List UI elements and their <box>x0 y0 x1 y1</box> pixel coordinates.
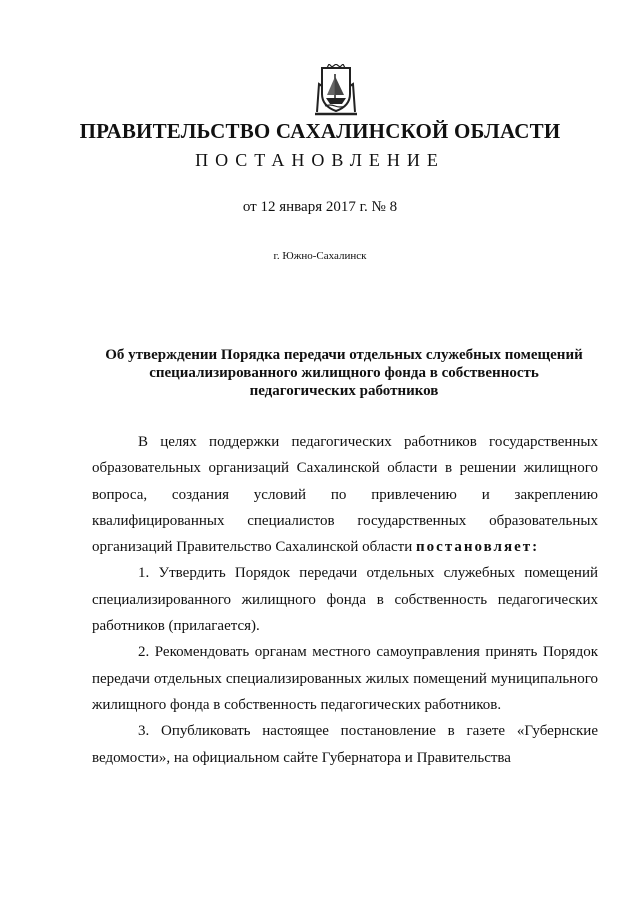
decree-word: постановляет: <box>416 539 540 556</box>
item-paragraph: 1. Утвердить Порядок передачи отдельных служебных помещений специализированного жилищного фонда в собственность педагогических работников (прилагается). <box>92 565 598 635</box>
government-title: ПРАВИТЕЛЬСТВО САХАЛИНСКОЙ ОБЛАСТИ <box>79 119 561 143</box>
item-paragraph: 2. Рекомендовать органам местного самоуправления принять Порядок передачи отдельных специализированных жилых помещений муниципального жилищного фонда в собственность педагогических работников. <box>92 644 598 713</box>
document-place: г. Южно-Сахалинск <box>273 250 367 262</box>
coat-of-arms-emblem-icon <box>313 64 359 116</box>
item-paragraph: 3. Опубликовать настоящее постановление в газете «Губернские ведомости», на официальном сайте Губернатора и Правительства <box>92 723 598 766</box>
preamble-paragraph <box>92 429 598 560</box>
document-date-number: от 12 января 2017 г. № 8 <box>242 199 398 215</box>
preamble-text: В целях поддержки педагогических работников государственных образовательных организаций Сахалинской области в решении жилищного вопроса, создания условий по привлечению и закреплению квалифицированных специалистов государственных образовательных организаций Правительство Сахалинской области <box>92 434 598 556</box>
subject-line: специализированного жилищного фонда в собственность <box>149 365 539 381</box>
document-type: ПОСТАНОВЛЕНИЕ <box>195 150 445 170</box>
document-subject <box>90 346 598 400</box>
document-body <box>92 429 598 771</box>
subject-line: Об утверждении Порядка передачи отдельных служебных помещений <box>105 347 583 363</box>
subject-line: педагогических работников <box>249 383 439 399</box>
